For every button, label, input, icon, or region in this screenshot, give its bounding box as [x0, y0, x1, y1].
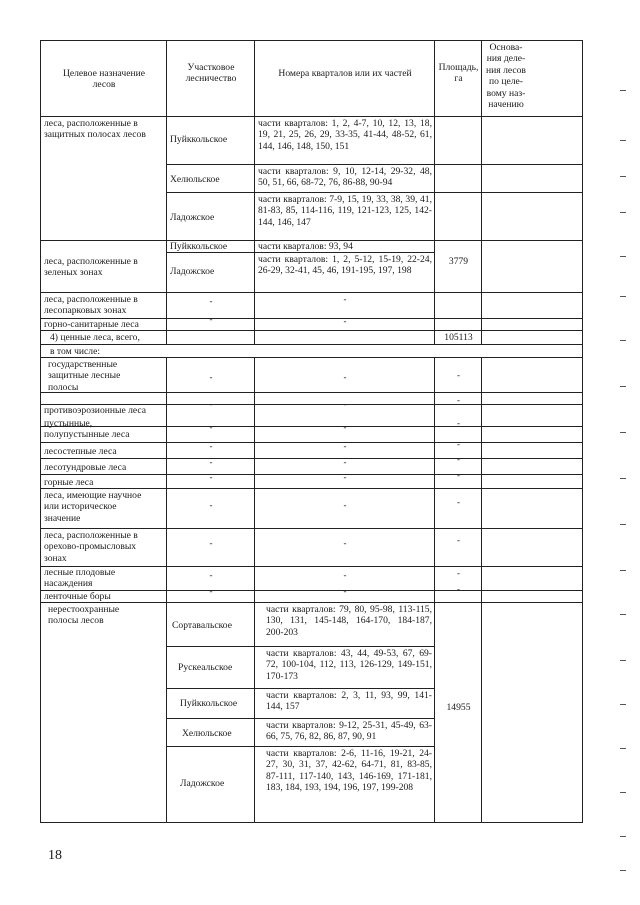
row-label-protective-strips: леса, расположенные в защитных полосах лесов: [44, 118, 146, 141]
dash: -: [343, 586, 347, 596]
dash: -: [457, 395, 460, 405]
forestry-ladozhskoe: Ладожское: [180, 778, 225, 789]
area-value: 14955: [446, 702, 471, 713]
forestry-sortavalskoe: Сортавальское: [172, 620, 232, 631]
header-area: Площадь, га: [438, 62, 479, 85]
forestry-helyulskoe: Хелюльское: [170, 174, 220, 185]
binder-mark: [620, 870, 626, 871]
dash: -: [209, 457, 213, 467]
dash: -: [457, 497, 460, 507]
dash: -: [209, 500, 213, 510]
binder-mark: [620, 432, 626, 433]
quarters-text: части кварталов: 9, 10, 12-14, 29-32, 48, 50, 51, 66, 68-72, 76, 86-88, 90-94: [258, 166, 432, 189]
dash: -: [457, 535, 460, 545]
dash: -: [209, 296, 213, 306]
dash: -: [209, 570, 213, 580]
row-label-green-zones: леса, расположенные в зеленых зонах: [44, 256, 138, 279]
dash: -: [209, 586, 213, 596]
page-number: 18: [48, 848, 62, 863]
row-label-valuable: 4) ценные леса, всего,: [50, 332, 140, 343]
dash: -: [457, 418, 460, 428]
dash: -: [457, 584, 460, 594]
binder-mark: [620, 90, 626, 91]
quarters-text: части кварталов: 2, 3, 11, 93, 99, 141-144, 157: [266, 690, 432, 713]
binder-mark: [620, 660, 626, 661]
dash: -: [343, 538, 347, 548]
dash: -: [457, 370, 460, 380]
binder-mark: [620, 614, 626, 615]
row-label-steppe: лесостепные леса: [44, 446, 117, 457]
row-label-mountain-forests: горные леса: [44, 477, 94, 488]
dash: -: [343, 500, 347, 510]
dash: -: [209, 422, 213, 432]
dash: -: [209, 441, 213, 451]
quarters-text: части кварталов: 43, 44, 49-53, 67, 69-72, 100-104, 112, 113, 126-129, 149-151, 170-173: [266, 648, 432, 682]
area-value: 105113: [444, 332, 473, 343]
forestry-ladozhskoe: Ладожское: [170, 212, 215, 223]
row-label-including: в том числе:: [50, 346, 101, 357]
dash: -: [343, 422, 347, 432]
quarters-text: части кварталов: 1, 2, 4-7, 10, 12, 13, 18, 19, 21, 25, 26, 29, 33-35, 41-44, 48-52, 61, 144, 146, 148, 150, 151: [258, 118, 432, 152]
dash: -: [343, 472, 347, 482]
forestry-puikkolskoe: Пуйккольское: [170, 134, 228, 145]
row-label-antierosion: противоэрозионные леса: [44, 405, 147, 416]
binder-mark: [620, 176, 626, 177]
forestry-puikkolskoe: Пуйккольское: [170, 241, 228, 252]
dash: -: [209, 538, 213, 548]
binder-mark: [620, 792, 626, 793]
row-label-scientific: леса, имеющие научное или историческое значение: [44, 490, 142, 524]
row-label-state-strips: государственные защитные лесные полосы: [48, 359, 121, 393]
quarters-text: части кварталов: 1, 2, 5-12, 15-19, 22-24, 26-29, 32-41, 45, 46, 191-195, 197, 198: [258, 254, 432, 277]
binder-mark: [620, 340, 626, 341]
dash: -: [343, 457, 347, 467]
binder-mark: [620, 748, 626, 749]
binder-mark: [620, 478, 626, 479]
binder-mark: [620, 704, 626, 705]
header-purpose: Целевое назначение лесов: [62, 68, 146, 91]
forestry-ladozhskoe: Ладожское: [170, 266, 215, 277]
dash: -: [209, 372, 213, 382]
quarters-text: части кварталов: 93, 94: [258, 241, 353, 252]
dash: -: [209, 399, 213, 409]
area-value: 3779: [448, 256, 469, 267]
binder-mark: [620, 836, 626, 837]
quarters-text: части кварталов: 79, 80, 95-98, 113-115, 130, 131, 145-148, 164-170, 184-187, 200-203: [266, 604, 432, 638]
row-label-desert: пустынные, полупустынные леса: [44, 418, 130, 441]
row-label-nut-zones: леса, расположенные в орехово-промысловых зонах: [44, 530, 138, 564]
dash: -: [457, 454, 460, 464]
dash: -: [343, 372, 347, 382]
quarters-text: части кварталов: 9-12, 25-31, 45-49, 63-66, 75, 76, 82, 86, 87, 90, 91: [266, 720, 432, 743]
dash: -: [343, 570, 347, 580]
dash: -: [209, 472, 213, 482]
row-label-tundra: лесотундровые леса: [44, 462, 127, 473]
row-label-ribbon-pine: ленточные боры: [44, 591, 111, 602]
dash: -: [343, 441, 347, 451]
dash: -: [343, 316, 347, 326]
dash: -: [209, 314, 213, 324]
binder-marks: [620, 0, 640, 905]
quarters-text: части кварталов: 7-9, 15, 19, 33, 38, 39, 41, 81-83, 85, 114-116, 119, 121-123, 125, 142-144, 146, 147: [258, 194, 432, 228]
dash: -: [457, 470, 460, 480]
header-basis: Основа- ния деле- ния лесов по целе- вому наз- начению: [486, 42, 526, 111]
forestry-helyulskoe: Хелюльское: [182, 728, 232, 739]
header-forestry: Участковое лесничество: [185, 62, 237, 85]
binder-mark: [620, 256, 626, 257]
dash: -: [457, 568, 460, 578]
binder-mark: [620, 140, 626, 141]
forestry-puikkolskoe: Пуйккольское: [180, 698, 238, 709]
row-label-fruit: лесные плодовые насаждения: [44, 567, 116, 590]
binder-mark: [620, 524, 626, 525]
binder-mark: [620, 386, 626, 387]
binder-mark: [620, 570, 626, 571]
row-label-spawning: нерестоохранные полосы лесов: [48, 604, 120, 627]
dash: -: [343, 294, 347, 304]
forestry-ruskealskoe: Рускеальское: [178, 662, 233, 673]
row-label-mountain-sanitary: горно-санитарные леса: [44, 319, 139, 330]
quarters-text: части кварталов: 2-6, 11-16, 19-21, 24-27, 30, 31, 37, 42-62, 64-71, 81, 83-85, 87-111, 117-140, 143, 146-169, 171-181, 183, 184, 193, 194, 196, 197, 199-208: [266, 748, 432, 794]
dash: -: [457, 439, 460, 449]
row-label-park-zones: леса, расположенные в лесопарковых зонах: [44, 294, 138, 317]
header-quarters: Номера кварталов или их частей: [278, 68, 412, 79]
dash: -: [343, 399, 347, 409]
binder-mark: [620, 296, 626, 297]
binder-mark: [620, 212, 626, 213]
